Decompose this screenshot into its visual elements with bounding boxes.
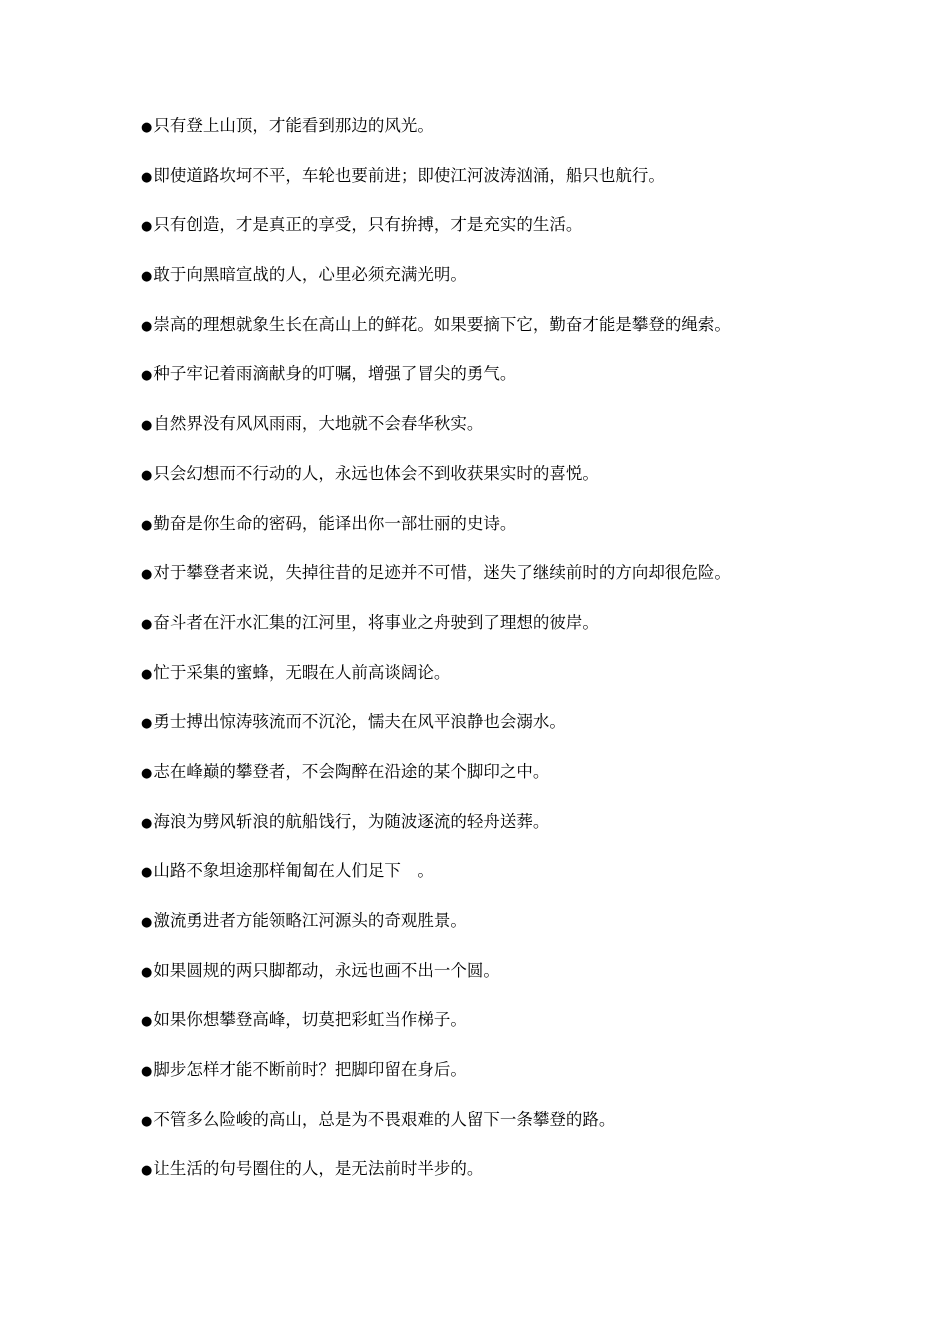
list-item [141,162,931,212]
quote-text: 敢于向黑暗宣战的人，心里必须充满光明。 [153,265,467,285]
quote-text: 即使道路坎坷不平，车轮也要前进；即使江河波涛汹涌，船只也航行。 [153,165,665,185]
list-item [141,907,931,957]
quote-text: 种子牢记着雨滴献身的叮嘱，增强了冒尖的勇气。 [153,364,517,384]
quote-list [141,112,931,1205]
list-item [141,609,931,659]
list-item [141,1006,931,1056]
list-item [141,410,931,460]
bullet-icon: ● [141,765,153,781]
list-item [141,112,931,162]
quote-text: 奋斗者在汗水汇集的江河里，将事业之舟驶到了理想的彼岸。 [153,612,599,632]
bullet-icon: ● [141,666,153,682]
list-item [141,1155,931,1205]
list-item [141,261,931,311]
list-item [141,360,931,410]
quote-text: 崇高的理想就象生长在高山上的鲜花。如果要摘下它，勤奋才能是攀登的绳索。 [153,314,731,334]
bullet-icon: ● [141,964,153,980]
list-item [141,659,931,709]
bullet-icon: ● [141,865,153,881]
quote-text: 只有创造，才是真正的享受，只有拚搏，才是充实的生活。 [153,215,583,235]
quote-text: 如果你想攀登高峰，切莫把彩虹当作梯子。 [153,1010,467,1030]
quote-text: 脚步怎样才能不断前时？把脚印留在身后。 [153,1060,467,1080]
bullet-icon: ● [141,169,153,185]
list-item [141,957,931,1007]
list-item [141,211,931,261]
bullet-icon: ● [141,815,153,831]
list-item [141,311,931,361]
quote-text: 自然界没有风风雨雨，大地就不会春华秋实。 [153,414,484,434]
quote-text: 如果圆规的两只脚都动，永远也画不出一个圆。 [153,960,500,980]
list-item [141,708,931,758]
bullet-icon: ● [141,1113,153,1129]
list-item [141,808,931,858]
bullet-icon: ● [141,219,153,235]
bullet-icon: ● [141,318,153,334]
bullet-icon: ● [141,567,153,583]
quote-text: 只会幻想而不行动的人，永远也体会不到收获果实时的喜悦。 [153,463,599,483]
quote-text: 勇士搏出惊涛骇流而不沉沦，懦夫在风平浪静也会溺水。 [153,712,566,732]
list-item [141,1056,931,1106]
quote-text: 志在峰巅的攀登者，不会陶醉在沿途的某个脚印之中。 [153,761,550,781]
quote-text: 激流勇进者方能领略江河源头的奇观胜景。 [153,911,467,930]
bullet-icon: ● [141,517,153,533]
bullet-icon: ● [141,716,153,732]
bullet-icon: ● [141,915,153,930]
list-item [141,510,931,560]
list-item [141,1106,931,1156]
quote-text: 海浪为劈风斩浪的航船饯行，为随波逐流的轻舟送葬。 [153,811,550,831]
quote-text: 勤奋是你生命的密码，能译出你一部壮丽的史诗。 [153,513,517,533]
list-item [141,559,931,609]
list-item [141,758,931,808]
quote-text: 山路不象坦途那样匍匐在人们足下 。 [153,861,434,881]
list-item [141,857,931,907]
list-item [141,460,931,510]
bullet-icon: ● [141,467,153,483]
quote-text: 不管多么险峻的高山，总是为不畏艰难的人留下一条攀登的路。 [153,1109,616,1129]
bullet-icon: ● [141,269,153,285]
bullet-icon: ● [141,418,153,434]
quote-text: 只有登上山顶，才能看到那边的风光。 [153,116,434,135]
bullet-icon: ● [141,616,153,632]
bullet-icon: ● [141,368,153,384]
bullet-icon: ● [141,1163,153,1179]
bullet-icon: ● [141,1014,153,1030]
quote-text: 让生活的句号圈住的人，是无法前时半步的。 [153,1159,484,1179]
quote-text: 忙于采集的蜜蜂，无暇在人前高谈阔论。 [153,662,451,682]
bullet-icon: ● [141,120,153,135]
bullet-icon: ● [141,1064,153,1080]
quote-text: 对于攀登者来说，失掉往昔的足迹并不可惜，迷失了继续前时的方向却很危险。 [153,563,731,583]
